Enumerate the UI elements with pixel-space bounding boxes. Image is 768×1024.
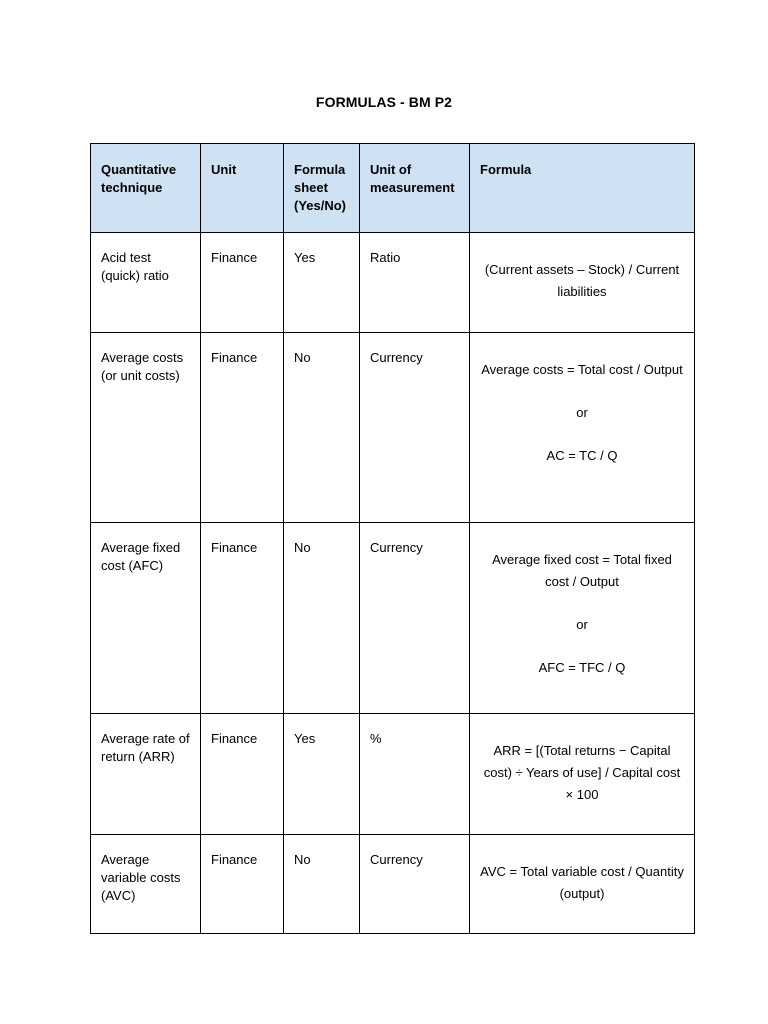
formula-line: AC = TC / Q [546,448,618,463]
formula-line: ARR = [(Total returns − Capital cost) ÷ Years of use] / Capital cost × 100 [483,743,681,802]
header-measurement: Unit of measurement [360,144,470,233]
cell-formula [470,233,695,333]
cell-measurement: % [360,714,470,835]
cell-formula [470,714,695,835]
cell-unit: Finance [201,835,284,934]
cell-measurement: Currency [360,835,470,934]
page-title: FORMULAS - BM P2 [315,94,453,110]
formula-line: (Current assets – Stock) / Current liabilities [484,262,680,299]
cell-formula-sheet: Yes [284,714,360,835]
cell-measurement: Currency [360,523,470,714]
cell-unit: Finance [201,233,284,333]
cell-measurement: Currency [360,333,470,523]
formula-line: Average costs = Total cost / Output [481,362,683,377]
header-unit: Unit [201,144,284,233]
cell-technique: Average rate of return (ARR) [91,714,201,835]
table-row [91,333,695,523]
table-row [91,835,695,934]
cell-technique: Acid test (quick) ratio [91,233,201,333]
header-formula: Formula [470,144,695,233]
cell-technique: Average variable costs (AVC) [91,835,201,934]
cell-technique: Average fixed cost (AFC) [91,523,201,714]
cell-formula-sheet: Yes [284,233,360,333]
cell-formula-sheet: No [284,523,360,714]
cell-unit: Finance [201,714,284,835]
cell-formula [470,333,695,523]
table-row [91,714,695,835]
formula-line: or [576,405,588,420]
cell-unit: Finance [201,523,284,714]
formula-line: Average fixed cost = Total fixed cost / Output [492,552,672,589]
formulas-table [90,143,695,934]
cell-unit: Finance [201,333,284,523]
cell-formula [470,523,695,714]
formula-line: AVC = Total variable cost / Quantity (output) [480,864,684,901]
cell-formula-sheet: No [284,333,360,523]
header-technique: Quantitative technique [91,144,201,233]
table-row [91,233,695,333]
table-header-row [91,144,695,233]
cell-technique: Average costs (or unit costs) [91,333,201,523]
table-row [91,523,695,714]
formula-line: AFC = TFC / Q [538,660,626,675]
cell-formula [470,835,695,934]
cell-formula-sheet: No [284,835,360,934]
cell-measurement: Ratio [360,233,470,333]
header-formula-sheet: Formula sheet (Yes/No) [284,144,360,233]
formula-line: or [576,617,588,632]
